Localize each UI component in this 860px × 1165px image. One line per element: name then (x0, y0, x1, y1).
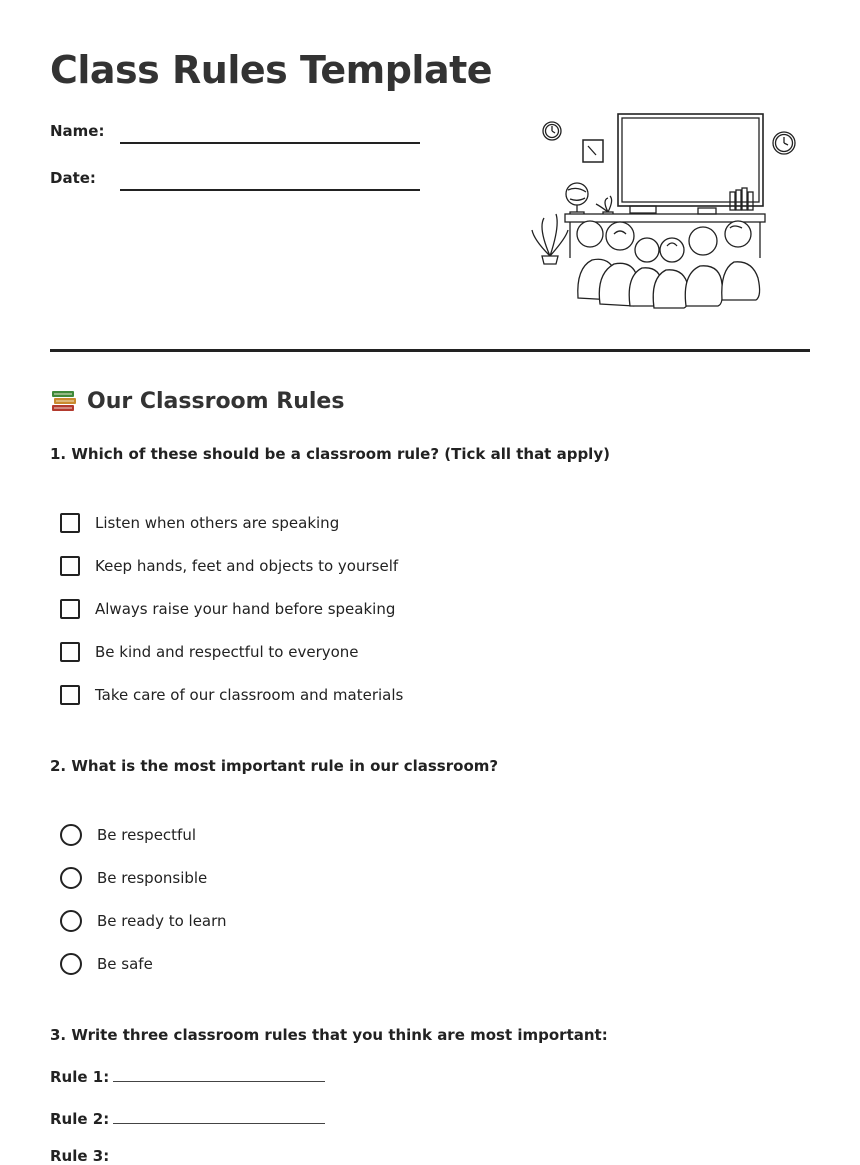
checkbox[interactable] (60, 513, 80, 533)
classroom-illustration (530, 108, 802, 313)
option-label: Be responsible (97, 869, 208, 887)
section-title: Our Classroom Rules (87, 388, 345, 414)
header-divider (50, 349, 810, 352)
q2-option[interactable] (60, 823, 196, 847)
name-input-line[interactable] (120, 142, 420, 144)
date-label: Date: (50, 169, 96, 187)
q1-option[interactable] (60, 640, 359, 664)
radio-button[interactable] (60, 867, 82, 889)
q2-option[interactable] (60, 952, 153, 976)
option-label: Be safe (97, 955, 153, 973)
rule-line-1 (50, 1067, 325, 1086)
q2-option[interactable] (60, 866, 207, 890)
option-label: Keep hands, feet and objects to yourself (95, 557, 399, 575)
option-label: Be respectful (97, 826, 197, 844)
question-1: 1. Which of these should be a classroom rule? (Tick all that apply) (50, 445, 610, 463)
rule-label: Rule 1: (50, 1068, 110, 1086)
checkbox[interactable] (60, 556, 80, 576)
page-title: Class Rules Template (50, 48, 493, 92)
option-label: Be ready to learn (97, 912, 227, 930)
option-label: Be kind and respectful to everyone (95, 643, 359, 661)
question-2: 2. What is the most important rule in our classroom? (50, 757, 499, 775)
rule-line-2 (50, 1109, 325, 1128)
date-input-line[interactable] (120, 189, 420, 191)
rule-label: Rule 3: (50, 1147, 110, 1165)
rule-line-3 (50, 1147, 109, 1165)
checkbox[interactable] (60, 642, 80, 662)
name-label: Name: (50, 122, 105, 140)
q1-option[interactable] (60, 597, 395, 621)
rule-1-blank[interactable] (113, 1067, 325, 1082)
radio-button[interactable] (60, 953, 82, 975)
rule-label: Rule 2: (50, 1110, 110, 1128)
checkbox[interactable] (60, 599, 80, 619)
radio-button[interactable] (60, 910, 82, 932)
q2-option[interactable] (60, 909, 227, 933)
checkbox[interactable] (60, 685, 80, 705)
q1-option[interactable] (60, 554, 398, 578)
option-label: Listen when others are speaking (95, 514, 340, 532)
section-heading (50, 388, 344, 414)
books-icon (50, 388, 78, 414)
option-label: Take care of our classroom and materials (95, 686, 404, 704)
question-3: 3. Write three classroom rules that you think are most important: (50, 1026, 608, 1044)
rule-2-blank[interactable] (113, 1109, 325, 1124)
q1-option[interactable] (60, 511, 339, 535)
q1-option[interactable] (60, 683, 403, 707)
option-label: Always raise your hand before speaking (95, 600, 396, 618)
radio-button[interactable] (60, 824, 82, 846)
